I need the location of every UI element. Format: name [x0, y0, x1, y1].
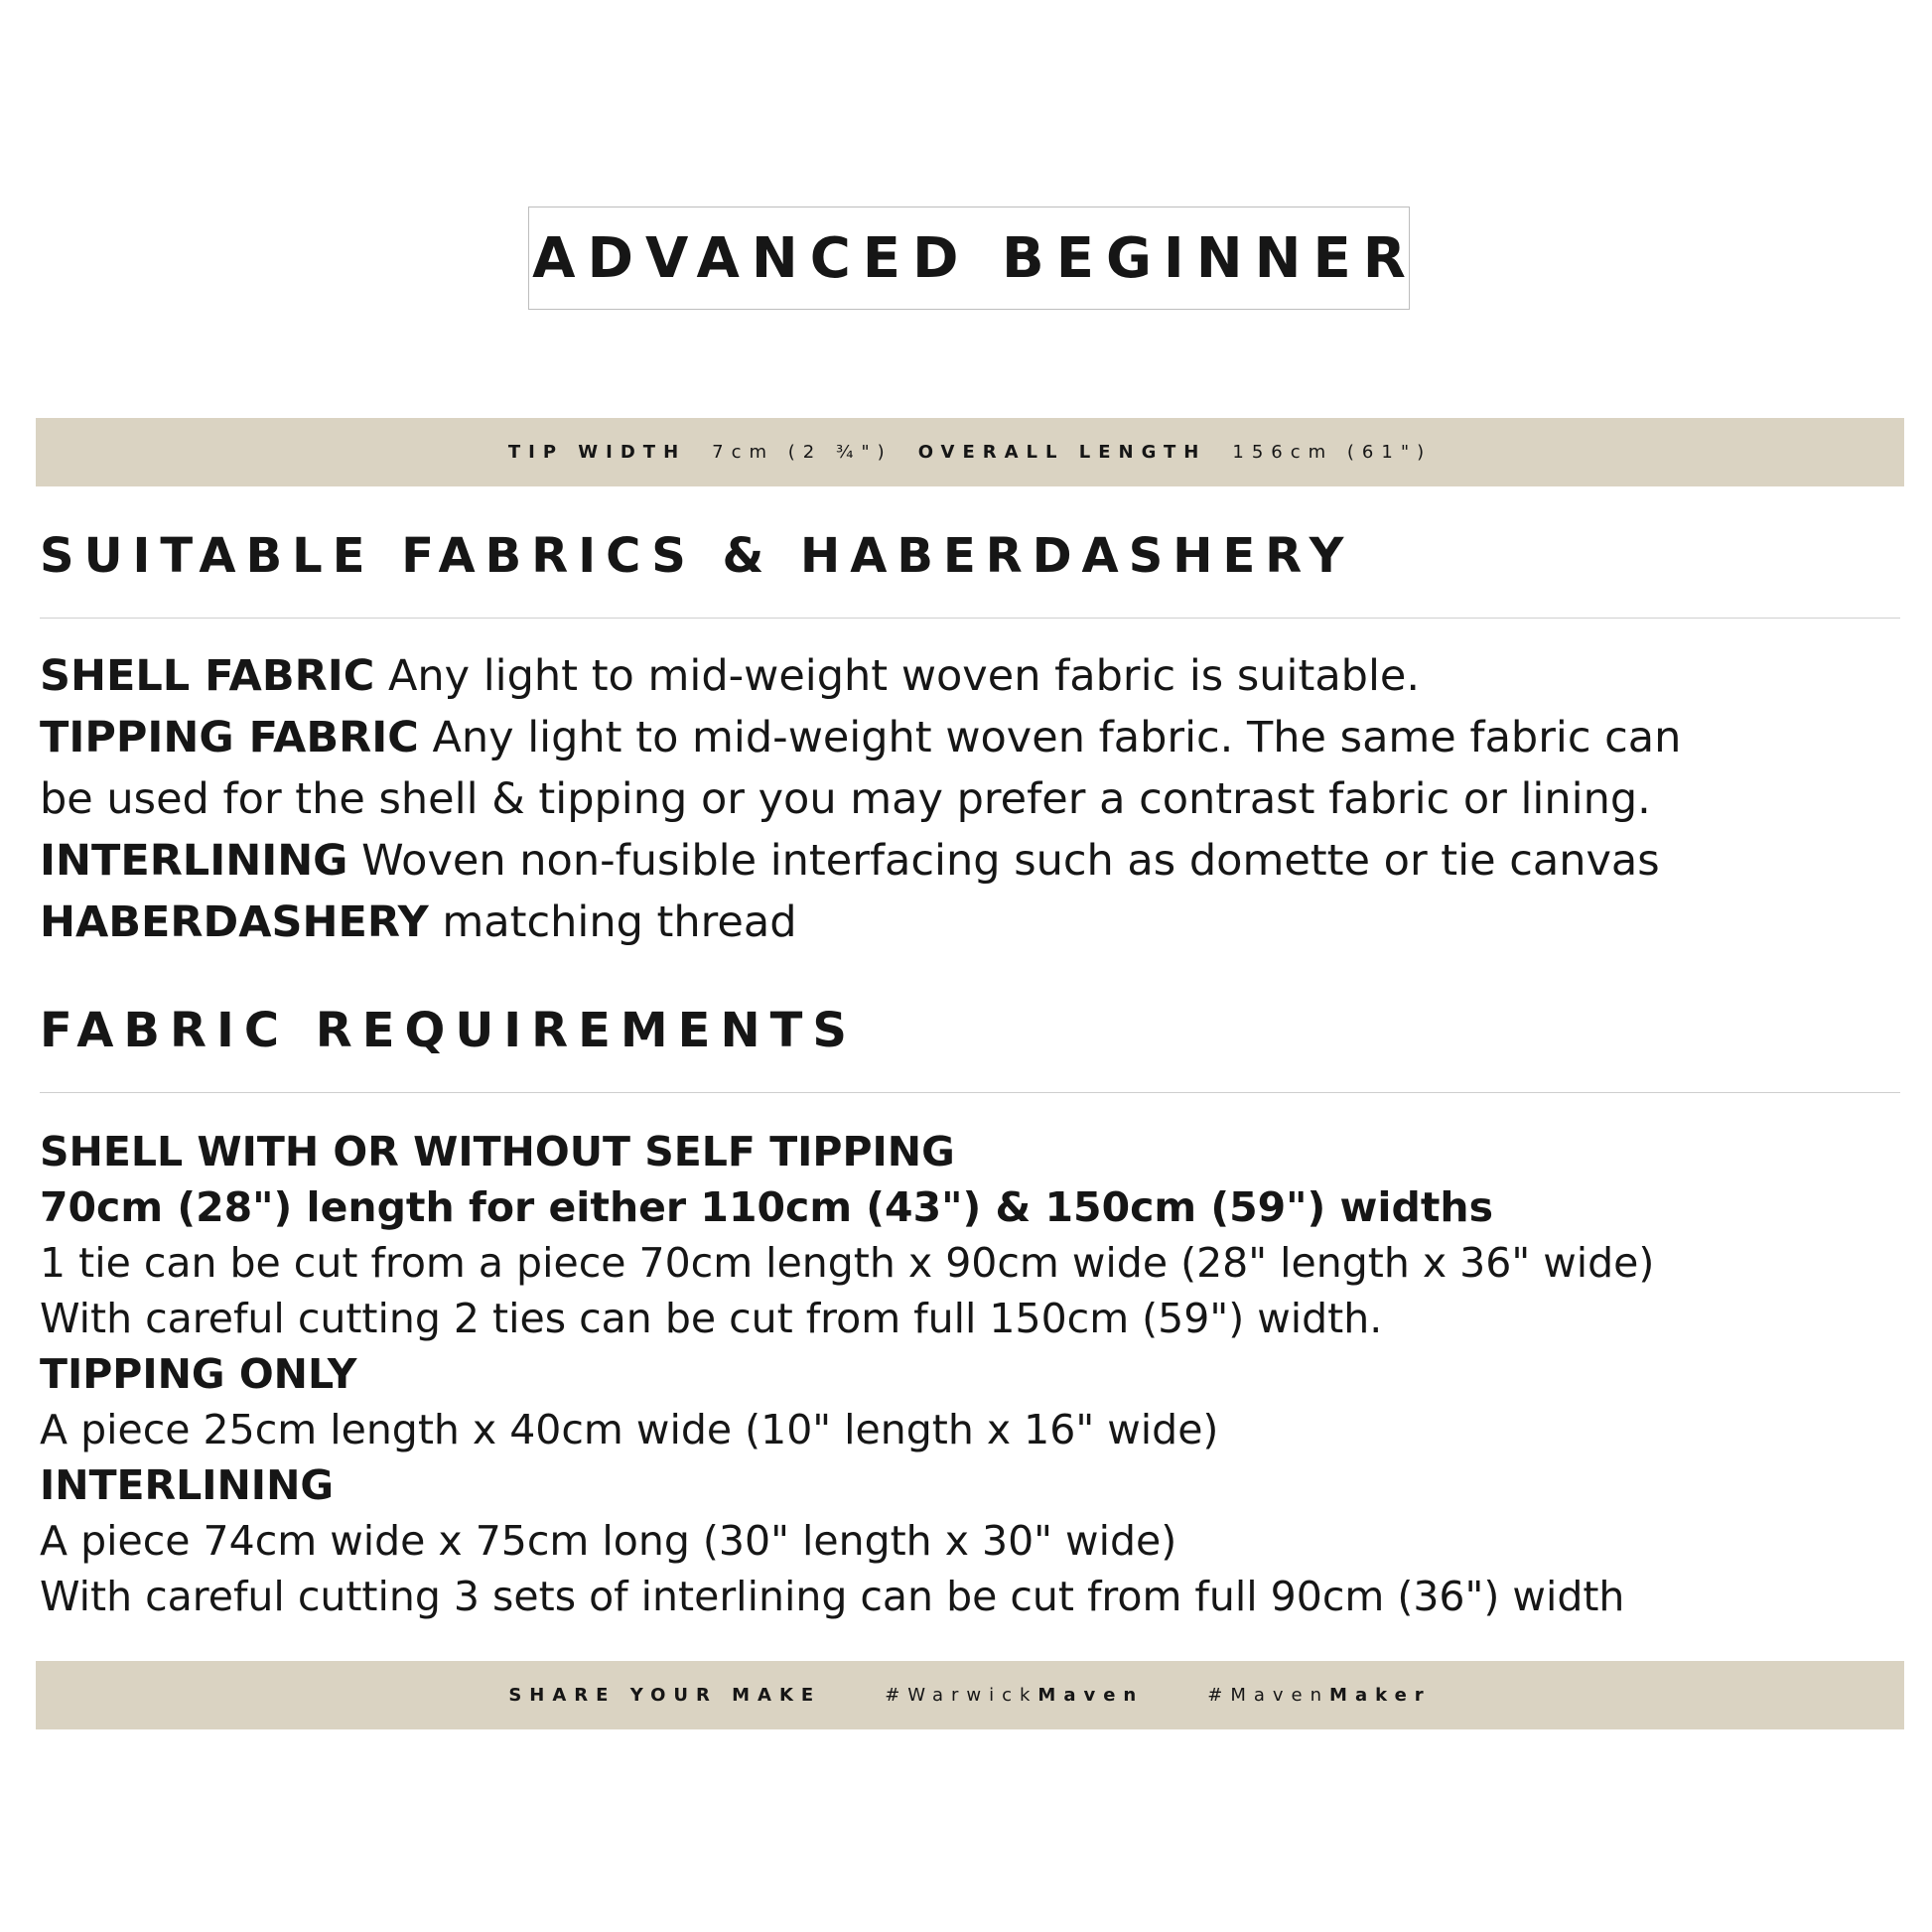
shell-requirements-line: 1 tie can be cut from a piece 70cm length x 90cm wide (28" length x 36" wide) [40, 1239, 1655, 1287]
skill-level-box [528, 207, 1418, 310]
haberdashery-label: HABERDASHERY [40, 897, 429, 947]
tipping-fabric-text-continued: be used for the shell & tipping or you may prefer a contrast fabric or lining. [40, 774, 1651, 824]
shell-fabric-line [40, 651, 1420, 701]
share-band [36, 1661, 1904, 1729]
haberdashery-text: matching thread [442, 897, 797, 947]
interlining-text: Woven non-fusible interfacing such as domette or tie canvas [361, 836, 1660, 886]
haberdashery-line [40, 897, 797, 947]
tipping-fabric-line [40, 713, 1681, 762]
tipping-fabric-text: Any light to mid-weight woven fabric. The same fabric can [432, 713, 1682, 762]
skill-level-label: ADVANCED BEGINNER [532, 225, 1418, 291]
interlining-requirements-line: A piece 74cm wide x 75cm long (30" length x 30" wide) [40, 1517, 1177, 1565]
share-label: SHARE YOUR MAKE [508, 1685, 822, 1706]
divider [40, 618, 1900, 619]
dimensions-band [36, 418, 1904, 486]
tip-width-label: TIP WIDTH [507, 442, 687, 463]
divider [40, 1092, 1900, 1093]
overall-length-value: 156cm (61") [1232, 442, 1433, 463]
interlining-label: INTERLINING [40, 836, 348, 886]
shell-fabric-text: Any light to mid-weight woven fabric is suitable. [387, 651, 1421, 701]
tipping-requirements-heading: TIPPING ONLY [40, 1350, 357, 1398]
hashtag-maven-maker: #MavenMaker [1207, 1685, 1432, 1706]
shell-requirements-subheading: 70cm (28") length for either 110cm (43") & 150cm (59") widths [40, 1183, 1494, 1231]
shell-requirements-heading: SHELL WITH OR WITHOUT SELF TIPPING [40, 1128, 955, 1175]
suitable-fabrics-heading: SUITABLE FABRICS & HABERDASHERY [40, 528, 1354, 584]
tipping-fabric-label: TIPPING FABRIC [40, 713, 419, 762]
interlining-requirements-heading: INTERLINING [40, 1461, 335, 1509]
shell-requirements-line: With careful cutting 2 ties can be cut from full 150cm (59") width. [40, 1295, 1383, 1342]
interlining-line [40, 836, 1660, 886]
overall-length-label: OVERALL LENGTH [917, 442, 1207, 463]
shell-fabric-label: SHELL FABRIC [40, 651, 375, 701]
fabric-requirements-heading: FABRIC REQUIREMENTS [40, 1003, 857, 1058]
interlining-requirements-line: With careful cutting 3 sets of interlining can be cut from full 90cm (36") width [40, 1573, 1625, 1620]
hashtag-warwick-maven: #WarwickMaven [885, 1685, 1145, 1706]
tipping-requirements-line: A piece 25cm length x 40cm wide (10" length x 16" wide) [40, 1406, 1219, 1453]
tip-width-value: 7cm (2 ¾") [712, 442, 893, 463]
